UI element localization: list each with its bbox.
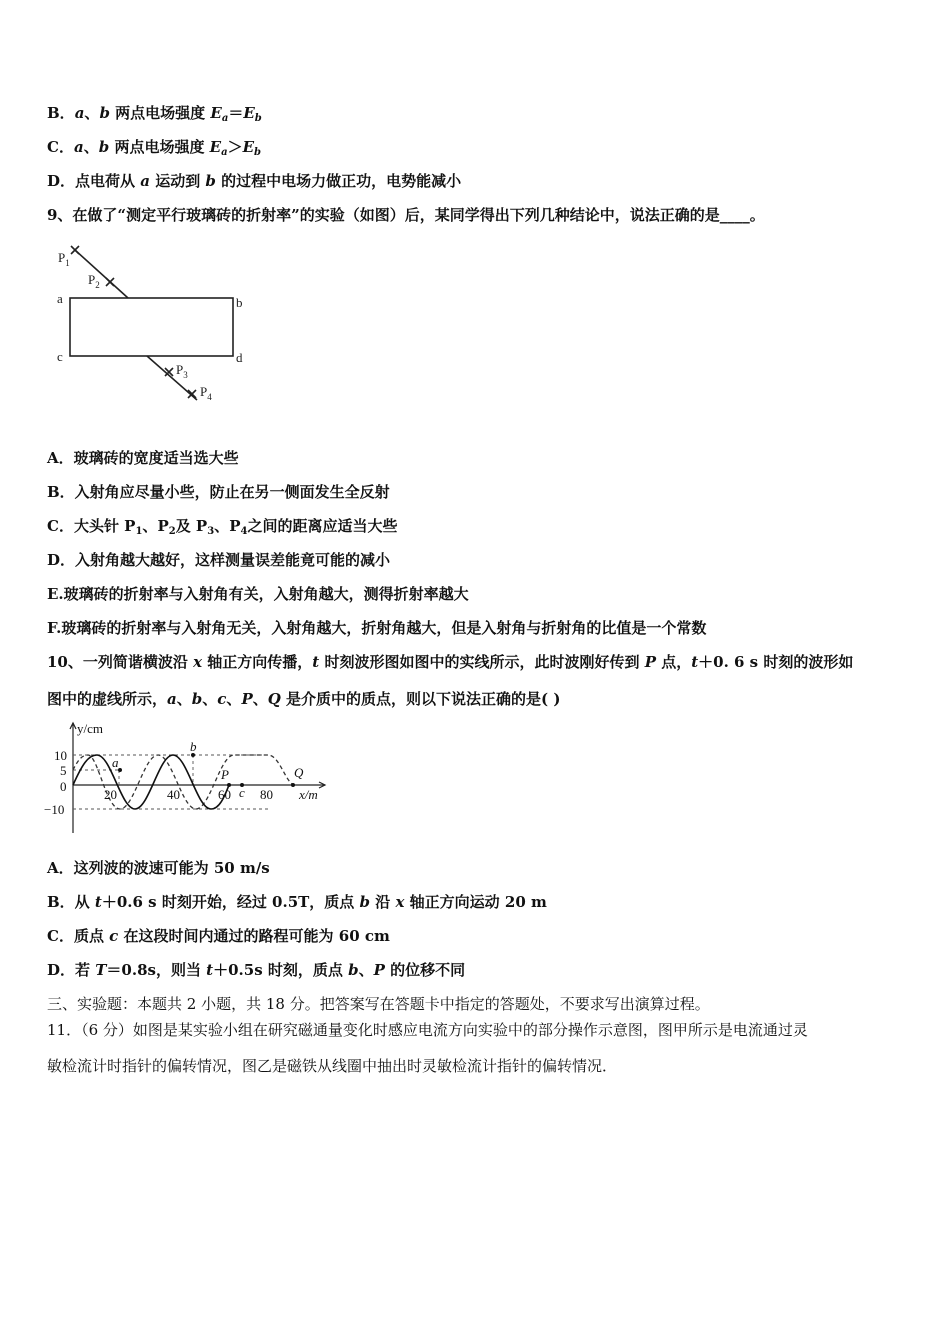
q10-option-b: B．从 t＋0.6 s 时刻开始，经过 0.5T，质点 b 沿 x 轴正方向运动 20 m [47,893,547,911]
label-p3: $P_3$ [176,362,188,380]
q9-option-f: F.玻璃砖的折射率与入射角无关，入射角越大，折射角越大，但是入射角与折射角的比值是一个常数 [47,619,707,637]
x-axis-label: x/m [299,787,318,802]
point-a-dot [118,768,122,772]
q9-option-d: D．入射角越大越好，这样测量误差能竟可能的减小 [47,551,391,569]
point-c-label: c [239,785,245,800]
q11-stem-line2: 敏检流计时指针的偏转情况，图乙是磁铁从线圈中抽出时灵敏检流计指针的偏转情况． [47,1057,618,1075]
section-3-heading: 三、实验题：本题共 2 小题，共 18 分。把答案写在答题卡中指定的答题处，不要求写出演算过程。 [47,995,710,1013]
q9-option-e: E.玻璃砖的折射率与入射角有关，入射角越大，测得折射率越大 [47,585,469,603]
label-d: d [236,350,243,365]
q10-option-c: C．质点 c 在这段时间内通过的路程可能为 60 cm [47,927,390,945]
y-tick-10: 10 [54,748,67,763]
point-q-dot [291,783,295,787]
q10-stem-line1: 10、一列简谐横波沿 x 轴正方向传播，t 时刻波形图如图中的实线所示，此时波刚好传到 P 点，t＋0. 6 s 时刻的波形如 [47,653,854,671]
x-tick-60: 60 [218,787,231,802]
y-tick-5: 5 [60,763,67,778]
label-p2: $P_2$ [88,272,100,290]
q10-option-a: A．这列波的波速可能为 50 m/s [47,859,270,877]
solid-wave [73,755,229,809]
q8-option-d: D．点电荷从 a 运动到 b 的过程中电场力做正功，电势能减小 [47,172,462,190]
pin-p2-mark [106,278,114,286]
wave-figure [40,715,340,840]
label-a: a [57,291,63,306]
pin-p1-mark [71,246,79,254]
q9-option-a: A．玻璃砖的宽度适当选大些 [47,449,239,467]
label-p4: $P_4$ [200,384,212,402]
incident-ray [75,250,128,298]
y-axis-label: y/cm [77,721,103,736]
label-c: c [57,349,63,364]
point-p-label: P [221,767,229,782]
q9-option-c: C．大头针 $P_1$、$P_2$及 $P_3$、$P_4$之间的距离应适当大些 [47,517,398,537]
y-tick-0: 0 [60,779,67,794]
q9-option-b: B．入射角应尽量小些，防止在另一侧面发生全反射 [47,483,390,501]
glass-brick [70,298,233,356]
x-tick-40: 40 [167,787,180,802]
q9-stem: 9、在做了“测定平行玻璃砖的折射率”的实验（如图）后，某同学得出下列几种结论中，说法正确的是____。 [47,206,765,224]
x-tick-20: 20 [104,787,117,802]
y-tick-neg10: −10 [44,802,65,817]
point-b-label: b [190,739,197,754]
label-b: b [236,295,243,310]
point-q-label: Q [294,765,304,780]
label-p1: $P_1$ [58,250,70,268]
glass-brick-figure [50,240,260,415]
emergent-ray [147,356,197,400]
q10-stem-line2: 图中的虚线所示，a、b、c、P、Q 是介质中的质点，则以下说法正确的是( ) [47,690,561,708]
q10-option-d: D．若 T＝0.8s，则当 t＋0.5s 时刻，质点 b、P 的位移不同 [47,961,466,979]
q8-option-c: C．a、b 两点电场强度 $E_a>E_b$ [47,138,262,158]
point-a-label: a [112,755,119,770]
q11-stem-line1: 11．（6 分）如图是某实验小组在研究磁通量变化时感应电流方向实验中的部分操作示意图，图甲所示是电流通过灵 [47,1021,808,1039]
x-tick-80: 80 [260,787,273,802]
q8-option-b: B．a、b 两点电场强度 $E_a=E_b$ [47,104,262,124]
